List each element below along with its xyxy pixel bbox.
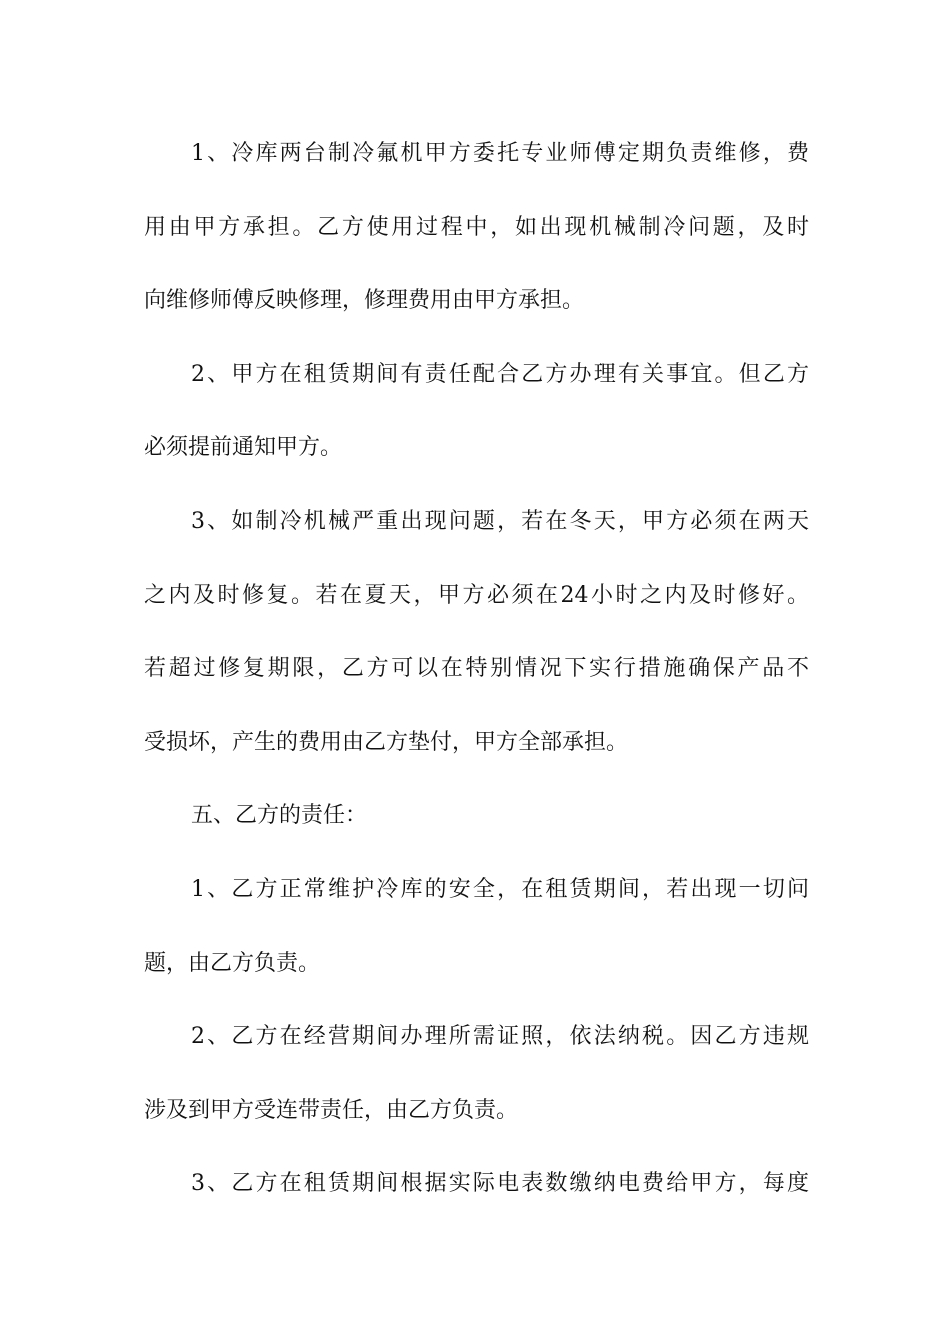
text-line: 1、乙方正常维护冷库的安全，在租赁期间，若出现一切问 [191, 876, 809, 902]
text-line: 若超过修复期限，乙方可以在特别情况下实行措施确保产品不 [144, 656, 809, 682]
section-heading: 五、乙方的责任： [191, 803, 368, 829]
text-line: 3、如制冷机械严重出现问题，若在冬天，甲方必须在两天 [191, 508, 809, 534]
document-body [144, 130, 809, 1234]
text-line: 用由甲方承担。乙方使用过程中，如出现机械制冷问题，及时 [144, 214, 809, 240]
text-line: 受损坏，产生的费用由乙方垫付，甲方全部承担。 [144, 729, 629, 755]
text-line: 3、乙方在租赁期间根据实际电表数缴纳电费给甲方，每度 [191, 1171, 809, 1197]
text-line: 之内及时修复。若在夏天，甲方必须在24小时之内及时修好。 [144, 582, 809, 608]
text-line: 2、乙方在经营期间办理所需证照，依法纳税。因乙方违规 [191, 1024, 809, 1050]
text-line: 涉及到甲方受连带责任，由乙方负责。 [144, 1097, 519, 1123]
text-line: 题，由乙方负责。 [144, 950, 321, 976]
text-line: 2、甲方在租赁期间有责任配合乙方办理有关事宜。但乙方 [191, 361, 809, 387]
text-line: 必须提前通知甲方。 [144, 435, 343, 461]
text-line: 向维修师傅反映修理，修理费用由甲方承担。 [144, 288, 585, 314]
text-line: 1、冷库两台制冷氟机甲方委托专业师傅定期负责维修，费 [191, 141, 809, 166]
